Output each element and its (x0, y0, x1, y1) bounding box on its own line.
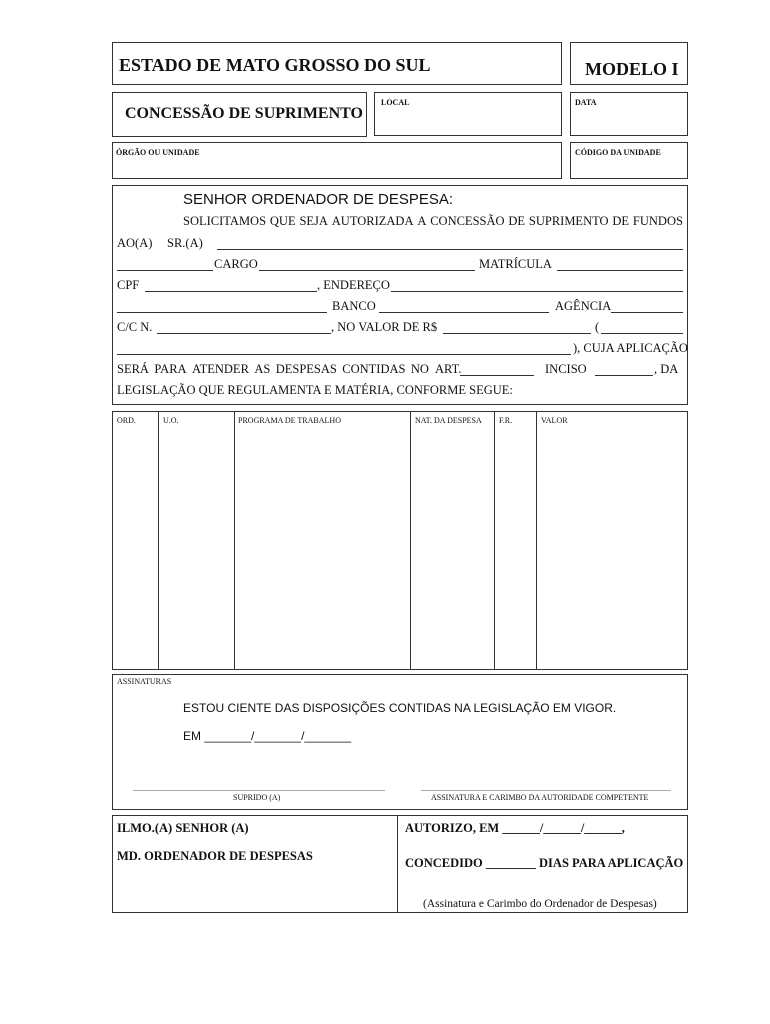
word: SUPRIMENTO (528, 214, 609, 228)
word: CONCESSÃO (430, 214, 505, 228)
endereco-label: , ENDEREÇO (317, 278, 390, 292)
cargo-label: CARGO (214, 257, 258, 271)
signatures-section (112, 674, 688, 810)
word: DE (508, 214, 526, 228)
col-header-programa: PROGRAMA DE TRABALHO (238, 416, 341, 425)
aplicacao-label: ), CUJA APLICAÇÃO (573, 341, 688, 355)
word: NO (410, 362, 429, 376)
legislacao-text: LEGISLAÇÃO QUE REGULAMENTA E MATÉRIA, CONFORME SEGUE: (117, 383, 513, 397)
md-label: MD. ORDENADOR DE DESPESAS (117, 849, 313, 863)
word: DESPESAS (275, 362, 337, 376)
word: SERÁ (117, 362, 149, 376)
authorization-section (112, 815, 688, 913)
art-field[interactable] (460, 375, 534, 376)
model-label: MODELO I (585, 59, 679, 79)
open-paren: ( (595, 320, 600, 334)
codigo-field[interactable] (570, 142, 688, 179)
cargo-field[interactable] (259, 270, 475, 271)
word: CONTIDAS (342, 362, 406, 376)
cpf-label: CPF (117, 278, 140, 292)
cc-label: C/C N. (117, 320, 153, 334)
word: PARA (154, 362, 187, 376)
inciso-field[interactable] (595, 375, 653, 376)
form-title-box (112, 92, 367, 137)
state-title: ESTADO DE MATO GROSSO DO SUL (119, 55, 431, 75)
word: AS (254, 362, 271, 376)
ao-label: AO(A) (117, 236, 153, 250)
suprido-label: SUPRIDO (A) (233, 793, 281, 802)
matricula-field[interactable] (557, 270, 683, 271)
sr-label: SR.(A) (167, 236, 203, 250)
autorizo-label: AUTORIZO, EM ______/______/______, (405, 821, 625, 835)
cpf-field[interactable] (145, 291, 317, 292)
word: AUTORIZADA (331, 214, 414, 228)
da-label: , DA (654, 362, 679, 376)
ciente-text: ESTOU CIENTE DAS DISPOSIÇÕES CONTIDAS NA LEGISLAÇÃO EM VIGOR. (183, 701, 617, 715)
name-field[interactable] (217, 249, 683, 250)
request-line-1 (183, 214, 683, 229)
data-field[interactable] (570, 92, 688, 136)
word: QUE (269, 214, 296, 228)
word: FUNDOS (632, 214, 683, 228)
col-header-ord: ORD. (117, 416, 136, 425)
cc-field[interactable] (157, 333, 331, 334)
banco-field[interactable] (379, 312, 549, 313)
salutation: SENHOR ORDENADOR DE DESPESA: (183, 191, 454, 208)
orgao-field[interactable] (112, 142, 562, 179)
suprido-signature-line[interactable] (133, 790, 385, 791)
word: A (417, 214, 427, 228)
agencia-label: AGÊNCIA (555, 299, 612, 313)
model-box (570, 42, 688, 85)
request-section (112, 185, 688, 405)
local-label: LOCAL (381, 98, 410, 107)
orgao-label: ÓRGÃO OU UNIDADE (116, 148, 200, 157)
local-field[interactable] (374, 92, 562, 136)
valor-extenso-field[interactable] (601, 333, 683, 334)
autoridade-label: ASSINATURA E CARIMBO DA AUTORIDADE COMPETENTE (431, 793, 649, 802)
word: ATENDER (191, 362, 249, 376)
col-divider (158, 412, 159, 669)
word: SOLICITAMOS (183, 214, 267, 228)
valor-label: , NO VALOR DE R$ (331, 320, 438, 334)
authorization-divider (397, 816, 398, 912)
col-header-natureza: NAT. DA DESPESA (415, 416, 482, 425)
word: DE (612, 214, 630, 228)
valor-extenso-continued[interactable] (117, 354, 571, 355)
col-divider (494, 412, 495, 669)
signatures-label: ASSINATURAS (117, 677, 172, 686)
data-label: DATA (575, 98, 597, 107)
pre-cargo-field[interactable] (117, 270, 213, 271)
matricula-label: MATRÍCULA (479, 257, 552, 271)
codigo-label: CÓDIGO DA UNIDADE (575, 148, 661, 157)
em-date: EM _______/_______/_______ (183, 729, 352, 743)
col-header-fr: F.R. (499, 416, 513, 425)
expense-table (112, 411, 688, 670)
concedido-label: CONCEDIDO ________ DIAS PARA APLICAÇÃO (405, 856, 684, 870)
col-header-valor: VALOR (541, 416, 568, 425)
agencia-field[interactable] (611, 312, 683, 313)
inciso-label: INCISO (545, 362, 587, 376)
banco-label: BANCO (332, 299, 376, 313)
state-title-box (112, 42, 562, 85)
request-line-8 (117, 362, 429, 377)
col-divider (234, 412, 235, 669)
form-title: CONCESSÃO DE SUPRIMENTO (125, 105, 363, 122)
ordenador-carimbo-label: (Assinatura e Carimbo do Ordenador de Despesas) (423, 898, 657, 910)
pre-banco-field[interactable] (117, 312, 327, 313)
endereco-field[interactable] (391, 291, 683, 292)
art-label: ART. (435, 362, 462, 376)
col-divider (410, 412, 411, 669)
autoridade-signature-line[interactable] (421, 790, 671, 791)
valor-field[interactable] (443, 333, 591, 334)
col-header-uo: U.O. (163, 416, 179, 425)
word: SEJA (299, 214, 328, 228)
ilmo-label: ILMO.(A) SENHOR (A) (117, 821, 249, 835)
col-divider (536, 412, 537, 669)
